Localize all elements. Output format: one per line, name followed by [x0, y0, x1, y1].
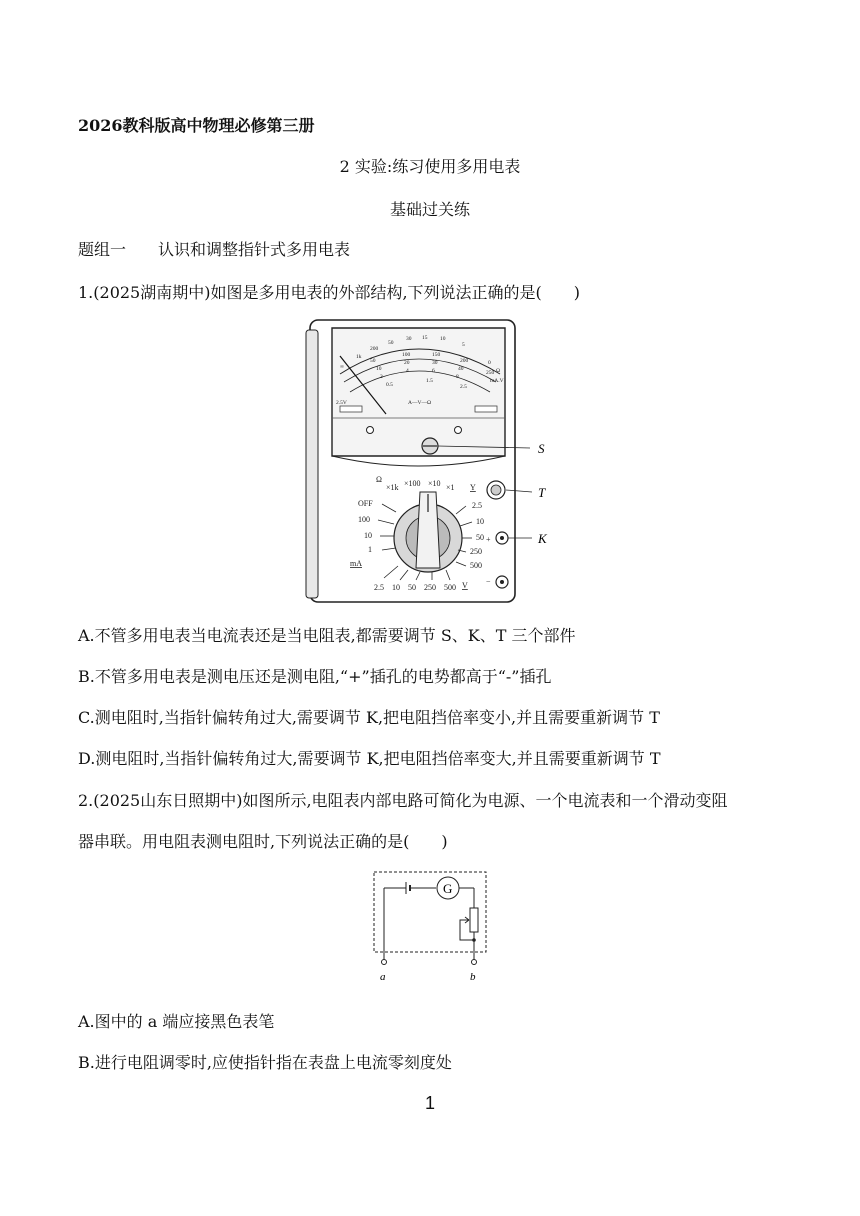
question-group-title: 题组一 认识和调整指针式多用电表	[78, 240, 351, 259]
section-title: 2 实验:练习使用多用电表	[339, 157, 521, 176]
left-label: OFF	[358, 499, 373, 508]
q2-option-b: B.进行电阻调零时,应使指针指在表盘上电流零刻度处	[78, 1053, 452, 1072]
label-k: K	[538, 531, 547, 546]
row3-mark: 8	[456, 374, 459, 380]
meter-window	[332, 328, 505, 456]
right-label: 500	[470, 561, 482, 570]
bottom-label: 10	[392, 583, 400, 592]
ohm-mark: 0	[488, 360, 491, 366]
ohm-x100: ×100	[404, 479, 421, 488]
label-t: T	[538, 485, 546, 500]
terminal-b-label: b	[470, 971, 476, 983]
right-label: 50	[476, 533, 484, 542]
q2-option-a: A.图中的 a 端应接黑色表笔	[78, 1012, 275, 1031]
multimeter-figure	[300, 316, 560, 608]
omega-end-label: Ω	[496, 368, 501, 374]
row3-mark: 6	[432, 368, 435, 374]
galvanometer-label: G	[443, 881, 453, 896]
ohm-x1: ×1	[446, 483, 455, 492]
row3-mark: 2	[380, 374, 383, 380]
bottom-label: 2.5	[374, 583, 384, 592]
ohm-mark: ∞	[340, 364, 344, 370]
ohm-mark: 50	[388, 340, 394, 346]
ac-mark: 1.5	[426, 378, 433, 384]
v-label: V	[462, 581, 468, 590]
circuit-figure	[368, 868, 492, 988]
book-title: 2026教科版高中物理必修第三册	[78, 116, 315, 135]
mid-mark: 250	[486, 370, 495, 376]
ohm-x1k: ×1k	[386, 483, 399, 492]
row2-mark: 20	[404, 360, 410, 366]
q1-option-a: A.不管多用电表当电流表还是当电阻表,都需要调节 S、K、T 三个部件	[78, 626, 576, 645]
q1-option-d: D.测电阻时,当指针偏转角过大,需要调节 K,把电阻挡倍率变大,并且需要重新调节 T	[78, 749, 661, 768]
ac-mark: 0.5	[386, 382, 393, 388]
terminal-a-label: a	[380, 971, 386, 983]
q1-option-c: C.测电阻时,当指针偏转角过大,需要调节 K,把电阻挡倍率变小,并且需要重新调节 T	[78, 708, 660, 727]
ohm-label: Ω	[376, 475, 382, 484]
right-label: 250	[470, 547, 482, 556]
bottom-label: 50	[408, 583, 416, 592]
q1-option-b: B.不管多用电表是测电压还是测电阻,“+”插孔的电势都高于“-”插孔	[78, 667, 552, 686]
bottom-label: 250	[424, 583, 436, 592]
ma-label: mA	[350, 559, 362, 568]
ohm-x10: ×10	[428, 479, 441, 488]
terminal-b	[472, 960, 477, 965]
ohm-mark: 15	[422, 335, 428, 341]
plus-label: +	[486, 535, 491, 544]
question-1-stem: 1.(2025湖南期中)如图是多用电表的外部结构,下列说法正确的是( )	[78, 283, 581, 302]
left-label: 1	[368, 545, 372, 554]
ohm-mark: 5	[462, 342, 465, 348]
bottom-label: 500	[444, 583, 456, 592]
v-ac-label: Y	[470, 483, 476, 492]
rheostat-symbol	[470, 908, 478, 932]
mid-mark: 200	[460, 358, 469, 364]
mid-mark: 150	[432, 352, 441, 358]
ohm-mark: 10	[440, 336, 446, 342]
unit-label: A—V—Ω	[408, 400, 432, 406]
mid-mark: 50	[370, 358, 376, 364]
ma-end-label: mA.V	[490, 378, 504, 384]
left-label: 100	[358, 515, 370, 524]
ohm-mark: 200	[370, 346, 379, 352]
minus-label: −	[486, 577, 491, 586]
label-s: S	[538, 441, 545, 456]
mid-mark: 100	[402, 352, 411, 358]
terminal-a	[382, 960, 387, 965]
section-subtitle: 基础过关练	[389, 200, 470, 219]
question-2-stem-line1: 2.(2025山东日照期中)如图所示,电阻表内部电路可简化为电源、一个电流表和一个滑动变阻	[78, 791, 728, 810]
left-tag: 2.5V	[336, 400, 347, 406]
ohm-mark: 1k	[356, 354, 362, 360]
ohm-mark: 30	[406, 336, 412, 342]
row3-mark: 4	[406, 368, 409, 374]
right-label: 2.5	[472, 501, 482, 510]
row2-mark: 40	[458, 366, 464, 372]
page-number: 1	[424, 1093, 435, 1113]
question-2-stem-line2: 器串联。用电阻表测电阻时,下列说法正确的是( )	[78, 832, 448, 851]
row2-mark: 30	[432, 360, 438, 366]
right-label: 10	[476, 517, 484, 526]
left-label: 10	[364, 531, 372, 540]
row2-mark: 10	[376, 366, 382, 372]
ac-mark: 2.5	[460, 384, 467, 390]
